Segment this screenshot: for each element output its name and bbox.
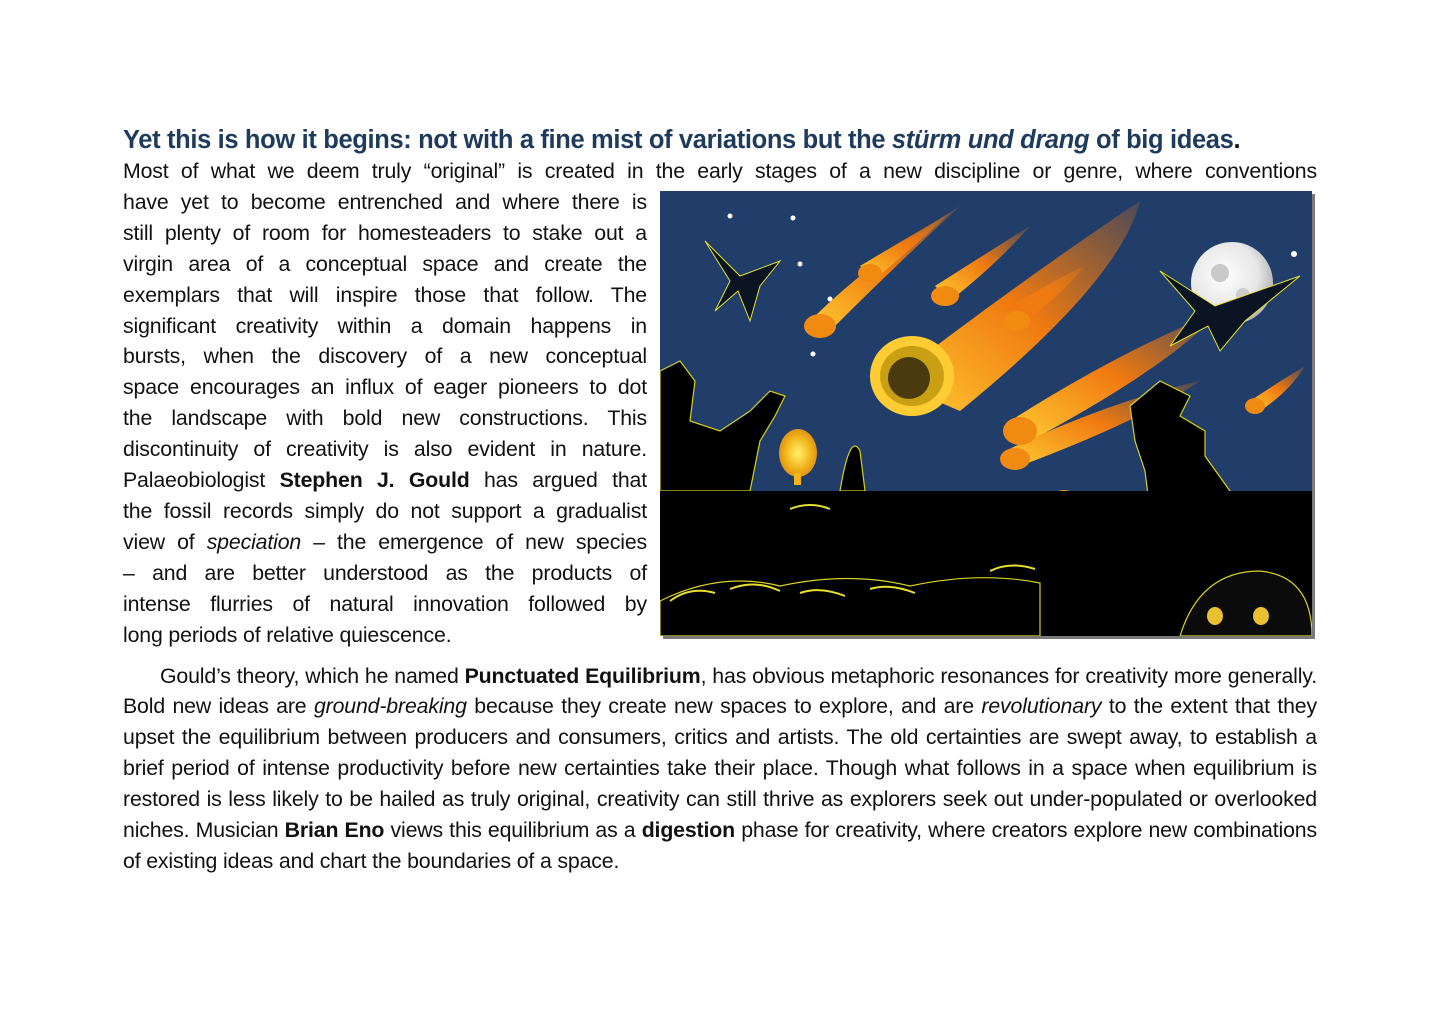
text-line: have yet to become entrenched and where there is <box>123 189 647 214</box>
document-page <box>123 124 1317 877</box>
illustration-svg <box>660 191 1312 636</box>
p2-text-4: to the extent that they upset the equilibrium between producers and consumers, critics and artists. The old certainties are swept away, to establish a brief period of intense productivity before new certainties take their place. Though what follows in a space when equilibrium is restored is less likely to be hailed as truly original, creativity can still thrive as explorers seek out under-populated or overlooked niches. Musician <box>123 694 1317 843</box>
p2-text-2: , has obvious metaphoric resonances for creativity more generally. Bold new ideas are <box>123 663 1317 719</box>
text-line: still plenty of room for homesteaders to stake out a <box>123 220 647 245</box>
speciation-word: speciation <box>206 529 302 554</box>
body-text <box>123 156 1317 877</box>
gould-suffix: has argued that <box>469 468 648 493</box>
text-line: significant creativity within a domain happens in <box>123 313 647 338</box>
heading-part2: of big ideas <box>1089 126 1234 154</box>
heading-dot: . <box>1233 126 1241 154</box>
section-heading <box>123 124 1317 156</box>
paragraph-1 <box>123 156 1317 187</box>
ground-breaking-term: ground-breaking <box>313 694 467 719</box>
gould-name: Stephen J. Gould <box>279 468 470 493</box>
text-line: bursts, when the discovery of a new conceptual <box>123 344 647 369</box>
illustration-frame <box>660 191 1315 639</box>
text-line: long periods of relative quiescence. <box>123 622 452 647</box>
heading-italic: stürm und drang <box>891 126 1090 154</box>
p2-text-6: phase for creativity, where creators explore new combinations of existing ideas and chart the boundaries of a space. <box>123 818 1317 873</box>
punctuated-equilibrium-term: Punctuated Equilibrium <box>464 663 701 688</box>
text-line: the landscape with bold new constructions. This <box>123 406 647 431</box>
meteor-dinosaur-illustration <box>660 191 1312 636</box>
heading-part1: Yet this is how it begins: not with a fine mist of variations but the <box>123 126 892 154</box>
text-line: discontinuity of creativity is also evident in nature. <box>123 437 647 462</box>
speciation-prefix: view of <box>123 529 207 554</box>
p2-text-5: views this equilibrium as a <box>384 818 642 843</box>
digestion-term: digestion <box>641 818 735 843</box>
text-line: intense flurries of natural innovation followed by <box>123 591 647 616</box>
text-line-speciation <box>123 527 647 558</box>
gould-prefix: Palaeobiologist <box>123 468 280 493</box>
text-line: virgin area of a conceptual space and create the <box>123 251 647 276</box>
brian-eno-name: Brian Eno <box>284 818 385 843</box>
text-line: space encourages an influx of eager pioneers to dot <box>123 375 647 400</box>
text-line: exemplars that will inspire those that follow. The <box>123 282 647 307</box>
revolutionary-term: revolutionary <box>981 694 1102 719</box>
paragraph-1-first-line: Most of what we deem truly “original” is created in the early stages of a new discipline or genre, where conventions <box>123 159 1317 183</box>
text-line-gould <box>123 465 647 496</box>
text-line: the fossil records simply do not support a gradualist <box>123 498 647 523</box>
p2-text-1: Gould’s theory, which he named <box>160 663 465 688</box>
p2-text-3: because they create new spaces to explore, and are <box>466 694 982 719</box>
text-line: – and are better understood as the products of <box>123 560 647 585</box>
paragraph-2 <box>123 661 1317 877</box>
wrapped-text-column <box>123 187 647 651</box>
speciation-suffix: – the emergence of new species <box>301 529 648 554</box>
text-figure-row <box>123 187 1317 651</box>
